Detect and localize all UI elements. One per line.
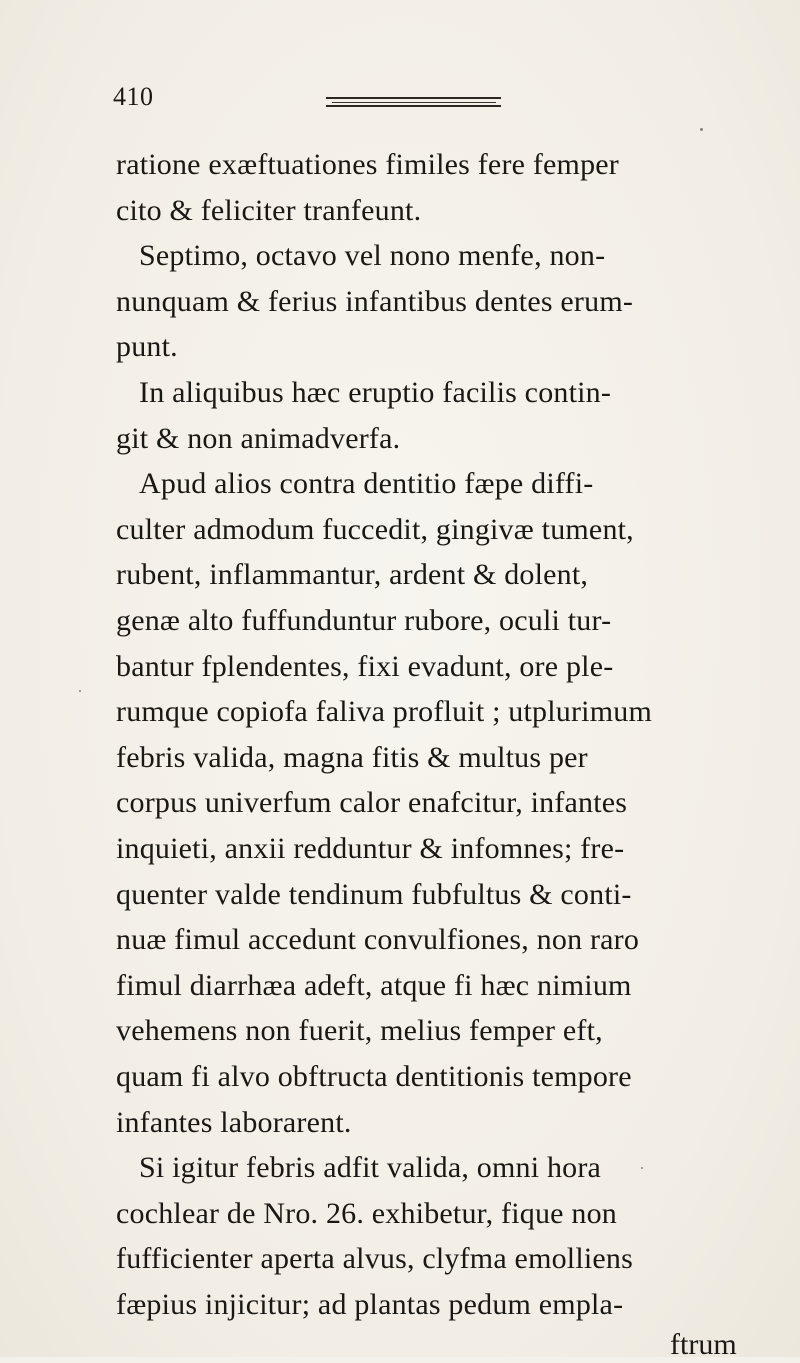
text-line: rubent, inflammantur, ardent & dolent, xyxy=(116,558,589,592)
text-line: quam fi alvo obftructa dentitionis tempore xyxy=(116,1060,632,1093)
page-number: 410 xyxy=(113,82,154,111)
text-line: corpus univerfum calor enafcitur, infantes xyxy=(116,786,628,820)
catchword: ftrum xyxy=(670,1327,737,1361)
text-line: rumque copiofa faliva profluit ; utplurimum xyxy=(116,695,652,729)
paper-speck xyxy=(79,690,81,692)
text-line: quenter valde tendinum fubfultus & conti- xyxy=(116,877,632,911)
text-line: ratione exæftuationes fimiles fere femper xyxy=(116,148,619,181)
text-line: nunquam & ferius infantibus dentes erum- xyxy=(116,284,634,318)
text-line: punt. xyxy=(116,330,178,364)
text-line: git & non animadverfa. xyxy=(116,421,401,455)
header-ornament-rule xyxy=(326,97,501,107)
text-line: cochlear de Nro. 26. exhibetur, fique non xyxy=(116,1196,617,1230)
text-line: fufficienter aperta alvus, clyfma emolliens xyxy=(116,1242,634,1276)
text-line: Si igitur febris adfit valida, omni hora xyxy=(139,1151,602,1185)
text-line: culter admodum fuccedit, gingivæ tument, xyxy=(116,512,634,546)
text-line: inquieti, anxii redduntur & infomnes; fre- xyxy=(116,832,625,865)
text-line: Apud alios contra dentitio fæpe diffi- xyxy=(139,467,594,501)
text-line: infantes laborarent. xyxy=(116,1105,352,1139)
text-line: In aliquibus hæc eruptio facilis contin- xyxy=(139,376,612,409)
text-line: cito & feliciter tranfeunt. xyxy=(116,193,422,227)
text-line: fæpius injicitur; ad plantas pedum empla- xyxy=(116,1288,624,1321)
text-line: Septimo, octavo vel nono menfe, non- xyxy=(139,239,606,273)
text-line: fimul diarrhæa adeft, atque fi hæc nimium xyxy=(116,968,632,1002)
text-line: nuæ fimul accedunt convulfiones, non raro xyxy=(116,923,640,957)
text-line: bantur fplendentes, fixi evadunt, ore ple- xyxy=(116,649,614,683)
text-line: vehemens non fuerit, melius femper eft, xyxy=(116,1014,603,1048)
paper-speck xyxy=(641,1167,643,1169)
paper-speck xyxy=(700,128,703,131)
text-line: genæ alto fuffunduntur rubore, oculi tur- xyxy=(116,604,612,637)
text-line: febris valida, magna fitis & multus per xyxy=(116,740,588,774)
